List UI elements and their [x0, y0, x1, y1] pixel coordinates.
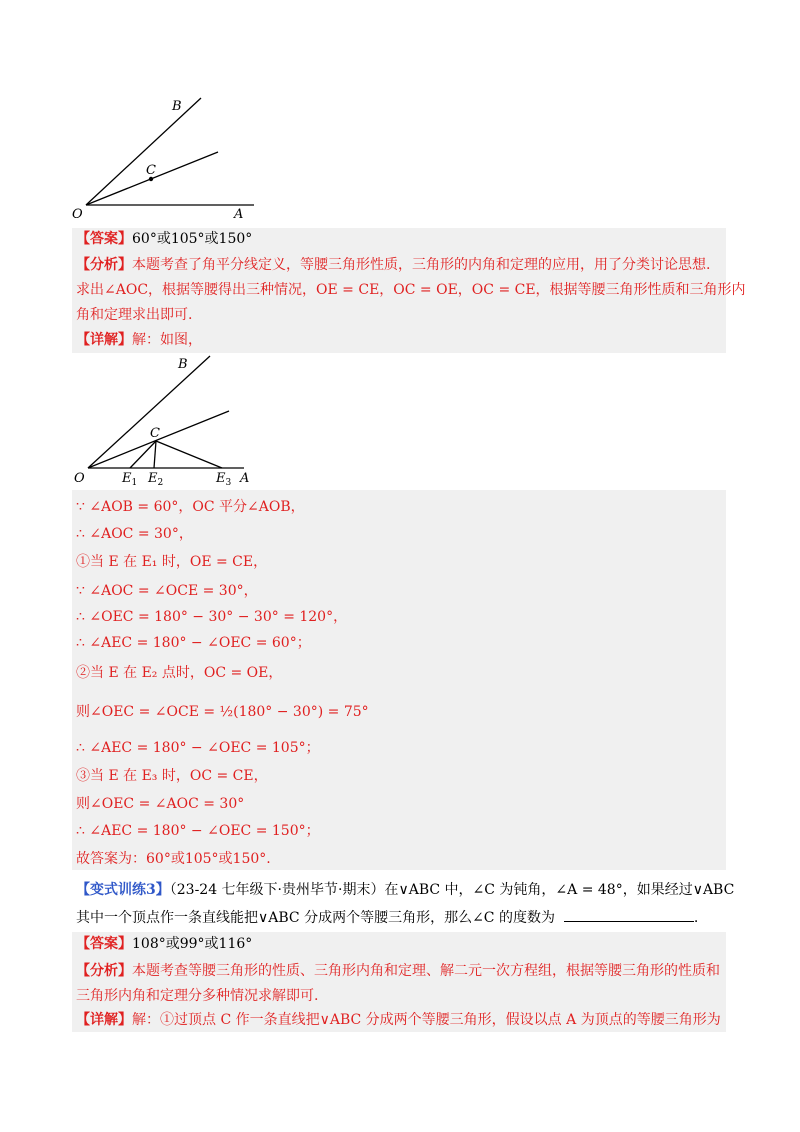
ray-ob — [86, 98, 201, 205]
step-1: ∵ ∠AOB = 60°，OC 平分∠AOB， — [76, 499, 305, 515]
step-10: ③当 E 在 E₃ 时，OC = CE， — [76, 768, 268, 784]
analysis-3-line-2: 三角形内角和定理分多种情况求解即可. — [76, 988, 319, 1004]
label-b: B — [172, 99, 182, 114]
analysis-1-line-3: 角和定理求出即可. — [76, 307, 193, 323]
label-e3: $E_3$ — [216, 471, 232, 488]
step-13: 故答案为：60°或105°或150°. — [76, 851, 271, 867]
exercise-3-line-1: 【变式训练3】（23-24 七年级下·贵州毕节·期末）在∨ABC 中，∠C 为钝角，∠A = 48°，如果经过∨ABC — [76, 882, 735, 898]
step-12: ∴ ∠AEC = 180° − ∠OEC = 150°； — [76, 823, 320, 839]
angle-figure-2 — [72, 354, 268, 490]
answer-blank[interactable] — [564, 907, 694, 922]
detail-1: 【详解】解：如图， — [76, 332, 202, 348]
label-a-2: A — [240, 471, 250, 486]
label-e1: $E_1$ — [122, 471, 138, 488]
exercise-3-line-2: 其中一个顶点作一条直线能把∨ABC 分成两个等腰三角形，那么∠C 的度数为 . — [76, 907, 698, 928]
label-o: O — [72, 207, 83, 222]
step-8: 则∠OEC = ∠OCE = ½(180° − 30°) = 75° — [76, 704, 369, 720]
step-3: ①当 E 在 E₁ 时，OE = CE， — [76, 554, 268, 570]
step-5: ∴ ∠OEC = 180° − 30° − 30° = 120°， — [76, 609, 348, 625]
step-2: ∴ ∠AOC = 30°， — [76, 526, 193, 542]
label-c: C — [146, 163, 156, 178]
analysis-1-line-1: 【分析】本题考查了角平分线定义，等腰三角形性质，三角形的内角和定理的应用，用了分类讨论思想. — [76, 257, 711, 273]
step-7: ②当 E 在 E₂ 点时，OC = OE， — [76, 665, 283, 681]
step-6: ∴ ∠AEC = 180° − ∠OEC = 60°； — [76, 635, 311, 651]
analysis-3-line-1: 【分析】本题考查等腰三角形的性质、三角形内角和定理、解二元一次方程组，根据等腰三角形的性质和 — [76, 963, 720, 979]
detail-3: 【详解】解：①过顶点 C 作一条直线把∨ABC 分成两个等腰三角形，假设以点 A 为顶点的等腰三角形为 — [76, 1012, 721, 1028]
step-11: 则∠OEC = ∠AOC = 30° — [76, 796, 245, 812]
angle-figure-1 — [64, 92, 274, 227]
answer-1: 【答案】60°或105°或150° — [76, 231, 253, 247]
label-a: A — [234, 207, 244, 222]
step-4: ∵ ∠AOC = ∠OCE = 30°， — [76, 583, 258, 599]
label-o-2: O — [74, 471, 85, 486]
answer-3: 【答案】108°或99°或116° — [76, 936, 253, 952]
label-e2: $E_2$ — [148, 471, 164, 488]
analysis-1-line-2: 求出∠AOC，根据等腰得出三种情况，OE = CE，OC = OE，OC = CE，根据等腰三角形性质和三角形内 — [76, 282, 746, 298]
step-9: ∴ ∠AEC = 180° − ∠OEC = 105°； — [76, 740, 320, 756]
label-c-2: C — [150, 426, 160, 441]
label-b-2: B — [178, 357, 188, 372]
